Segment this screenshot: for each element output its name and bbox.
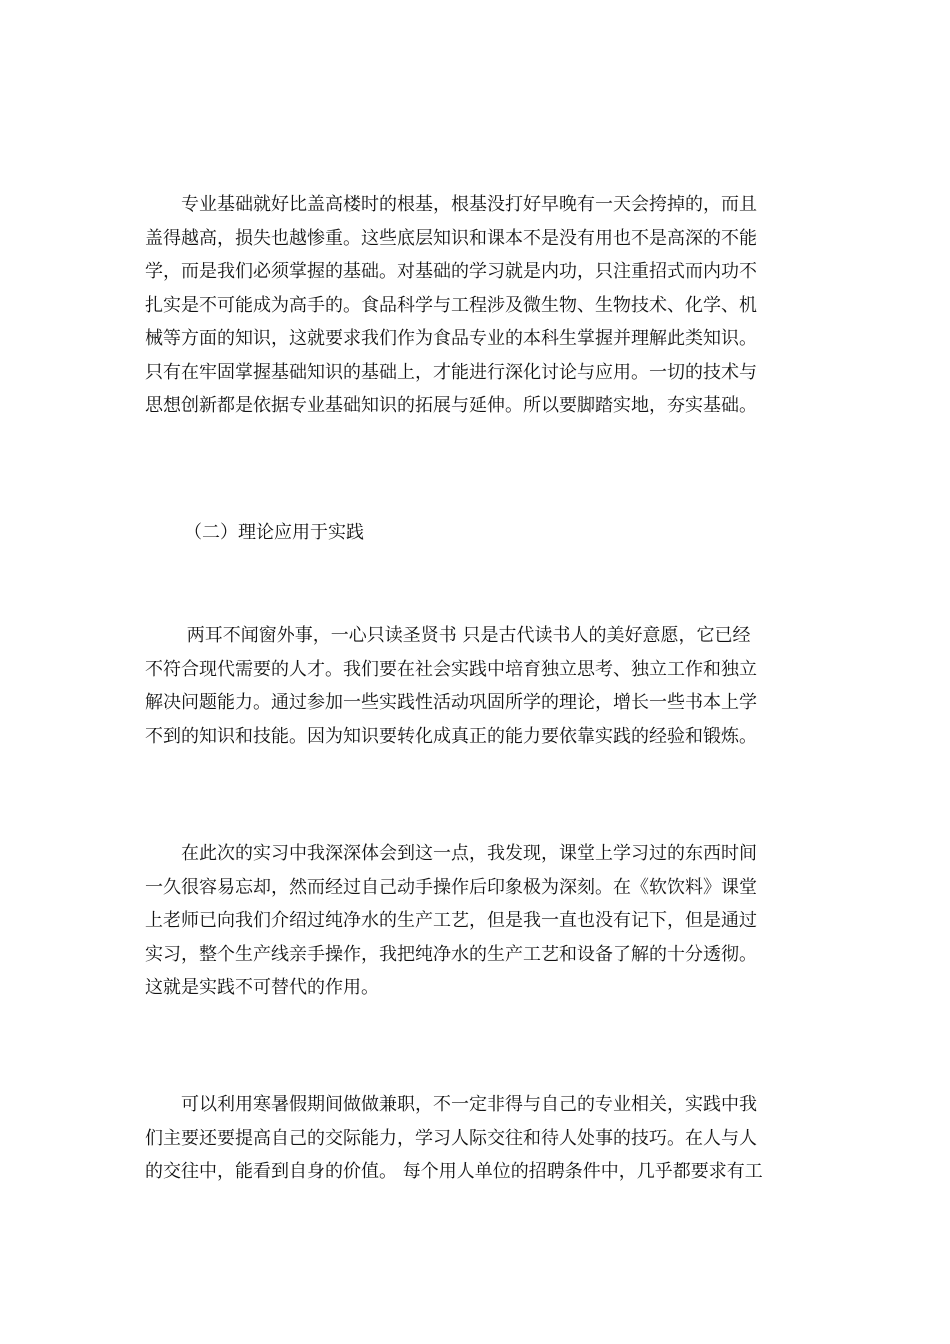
paragraph-practice [145,619,805,753]
text-line: 不到的知识和技能。因为知识要转化成真正的能力要依靠实践的经验和锻炼。 [145,725,757,747]
text-line: 思想创新都是依据专业基础知识的拓展与延伸。所以要脚踏实地，夯实基础。 [145,395,757,416]
text-line: 两耳不闻窗外事，一心只读圣贤书 只是古代读书人的美好意愿，它已经 [145,625,751,646]
text-line: 学，而是我们必须掌握的基础。对基础的学习就是内功，只注重招式而内功不 [145,261,757,282]
text-line: 上老师已向我们介绍过纯净水的生产工艺，但是我一直也没有记下，但是通过 [145,910,757,931]
text-line: 们主要还要提高自己的交际能力，学习人际交往和待人处事的技巧。在人与人 [145,1127,757,1149]
text-line: 扎实是不可能成为高手的。食品科学与工程涉及微生物、生物技术、化学、机 [145,294,757,316]
text-line: 不符合现代需要的人才。我们要在社会实践中培育独立思考、独立工作和独立 [145,658,757,680]
text-line: 在此次的实习中我深深体会到这一点，我发现，课堂上学习过的东西时间 [145,843,757,864]
text-line: 解决问题能力。通过参加一些实践性活动巩固所学的理论，增长一些书本上学 [145,692,757,713]
text-line: 的交往中，能看到自身的价值。 每个用人单位的招聘条件中，几乎都要求有工 [145,1161,763,1182]
paragraph-internship [145,837,805,1005]
text-line: 可以利用寒暑假期间做做兼职，不一定非得与自己的专业相关，实践中我 [145,1094,757,1115]
text-line: 实习，整个生产线亲手操作，我把纯净水的生产工艺和设备了解的十分透彻。 [145,943,757,965]
text-line: 专业基础就好比盖高楼时的根基，根基没打好早晚有一天会挎掉的，而且 [145,194,757,215]
text-line: 这就是实践不可替代的作用。 [145,977,379,998]
section-heading: （二）理论应用于实践 [184,522,364,543]
text-line: 只有在牢固掌握基础知识的基础上，才能进行深化讨论与应用。一切的技术与 [145,361,757,383]
paragraph-foundation [145,188,805,423]
text-line: 一久很容易忘却，然而经过自己动手操作后印象极为深刻。在《软饮料》课堂 [145,876,757,898]
text-line: 盖得越高，损失也越惨重。这些底层知识和课本不是没有用也不是高深的不能 [145,227,757,249]
paragraph-part-time [145,1088,805,1189]
text-line: 械等方面的知识，这就要求我们作为食品专业的本科生掌握并理解此类知识。 [145,328,757,349]
